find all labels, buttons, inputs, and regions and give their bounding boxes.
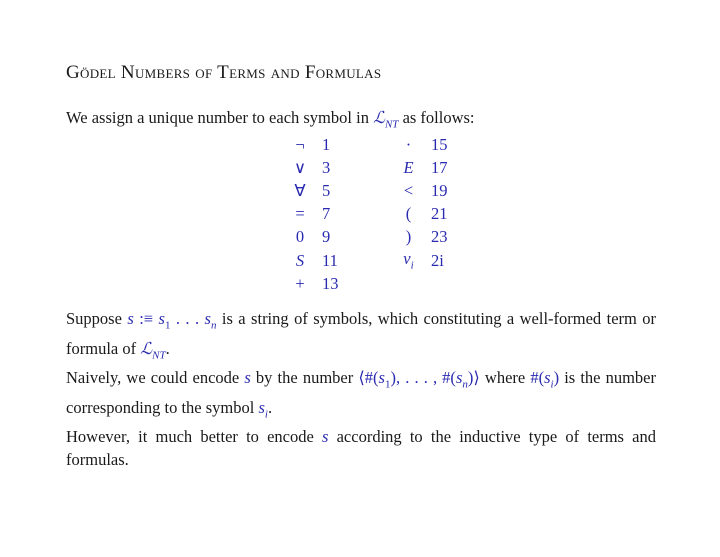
number-cell: 17 bbox=[431, 157, 448, 177]
symbol-cell: S bbox=[295, 250, 305, 270]
math-s: s bbox=[127, 309, 134, 328]
math-encoding-open: ⟨#( bbox=[358, 368, 379, 387]
number-cell: 15 bbox=[431, 134, 448, 154]
symbol-number-table bbox=[280, 133, 461, 295]
paragraph-however bbox=[66, 425, 656, 471]
symbol-cell: = bbox=[295, 204, 305, 224]
table-row bbox=[280, 156, 461, 179]
math-subscript: 1 bbox=[164, 319, 171, 332]
number-cell: 19 bbox=[431, 180, 448, 200]
number-value: 2i bbox=[431, 250, 444, 270]
table-row bbox=[280, 133, 461, 156]
text: . bbox=[267, 398, 273, 418]
math-s1: s bbox=[158, 309, 165, 328]
math-s: s bbox=[244, 368, 251, 387]
table-row bbox=[280, 249, 461, 272]
number-cell: 23 bbox=[431, 227, 448, 247]
math-subscript: n bbox=[462, 378, 468, 391]
language-subscript: NT bbox=[152, 349, 166, 362]
paragraph-naively bbox=[66, 366, 656, 427]
number-cell: 11 bbox=[322, 250, 338, 270]
text: However, it much better to encode bbox=[66, 427, 322, 446]
math-s: s bbox=[322, 427, 329, 446]
table-row bbox=[280, 272, 461, 295]
math-hash-close: ) bbox=[553, 368, 560, 387]
table-row bbox=[280, 179, 461, 202]
language-subscript: NT bbox=[384, 118, 399, 131]
math-subscript: i bbox=[264, 408, 268, 421]
number-cell: 3 bbox=[322, 157, 331, 177]
number-cell bbox=[431, 249, 461, 272]
symbol-cell: ∨ bbox=[293, 157, 307, 177]
math-equiv: :≡ bbox=[133, 309, 159, 328]
paragraph-suppose bbox=[66, 307, 656, 368]
symbol-cell: 0 bbox=[295, 227, 305, 247]
math-ellipsis: . . . bbox=[170, 309, 205, 328]
math-encoding-middle: ), . . . , #( bbox=[390, 368, 456, 387]
text: according to the inductive type of terms and formulas. bbox=[66, 427, 656, 469]
symbol-cell: E bbox=[403, 157, 414, 177]
number-cell: 21 bbox=[431, 204, 448, 224]
math-subscript: n bbox=[210, 319, 217, 332]
text: Naively, we could encode bbox=[66, 368, 245, 387]
math-hash-open: #( bbox=[530, 368, 545, 387]
number-cell: 13 bbox=[322, 273, 339, 293]
number-cell: 1 bbox=[322, 134, 331, 154]
symbol-cell: · bbox=[405, 134, 412, 154]
text: is the number corresponding to the symbol bbox=[66, 368, 657, 418]
symbol-cell: ) bbox=[405, 227, 412, 247]
intro-text-after: as follows: bbox=[398, 108, 475, 127]
symbol-cell bbox=[386, 249, 431, 272]
text: by the number bbox=[250, 368, 359, 387]
symbol-cell: + bbox=[295, 273, 305, 293]
number-cell: 5 bbox=[322, 180, 331, 200]
symbol-variable: v bbox=[403, 249, 411, 269]
intro-text-before: We assign a unique number to each symbol in bbox=[66, 108, 374, 127]
math-s1: s bbox=[378, 368, 385, 387]
intro-paragraph bbox=[66, 106, 656, 136]
text: is a string of symbols, which constituting a well-formed term or formula of bbox=[66, 309, 657, 359]
math-encoding-close: )⟩ bbox=[467, 368, 480, 387]
symbol-cell: ¬ bbox=[295, 134, 305, 154]
slide-title: Gödel Numbers of Terms and Formulas bbox=[66, 62, 382, 83]
symbol-cell: < bbox=[403, 180, 414, 200]
math-subscript: 1 bbox=[384, 378, 391, 391]
math-s: s bbox=[544, 368, 551, 387]
text: Suppose bbox=[66, 309, 128, 328]
symbol-variable-subscript: i bbox=[410, 259, 414, 272]
math-si: s bbox=[258, 398, 265, 418]
symbol-cell: ∀ bbox=[294, 180, 306, 200]
text: . bbox=[165, 339, 170, 359]
table-row bbox=[280, 203, 461, 226]
number-cell: 7 bbox=[322, 204, 331, 224]
symbol-cell: ( bbox=[405, 204, 412, 224]
language-symbol: ℒ bbox=[373, 108, 385, 127]
language-symbol: ℒ bbox=[140, 339, 153, 359]
math-sn: s bbox=[204, 309, 211, 328]
text: where bbox=[479, 368, 531, 387]
number-cell: 9 bbox=[322, 227, 331, 247]
math-sn: s bbox=[455, 368, 463, 387]
table-row bbox=[280, 226, 461, 249]
math-subscript: i bbox=[550, 378, 554, 391]
